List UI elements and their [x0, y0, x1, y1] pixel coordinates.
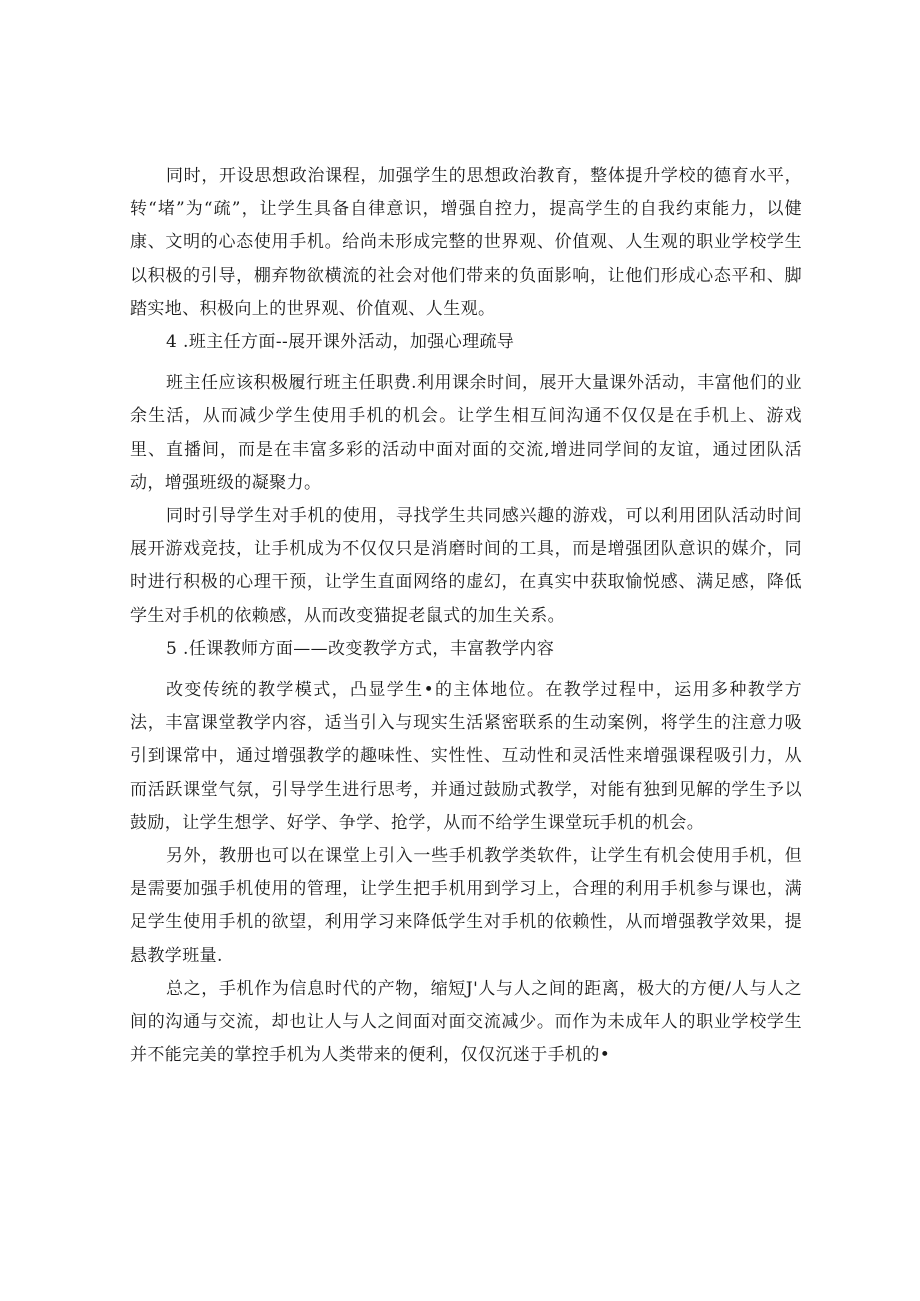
paragraph-psychological-guidance: 同时引导学生对手机的使用，寻找学生共同感兴趣的游戏，可以利用团队活动时间展开游戏竞技，让手机成为不仅仅只是消磨时间的工具，而是增强团队意识的媒介，同时进行积极的心理干预，让学生直面网络的虚幻，在真实中获取愉悦感、满足感，降低学生对手机的依赖感，从而改变猫捉老鼠式的加生关系。: [130, 506, 802, 626]
paragraph-extracurricular: 班主任应该积极履行班主任职费.利用课余时间，展开大量课外活动，丰富他们的业余生活，从而减少学生使用手机的机会。让学生相互间沟通不仅仅是在手机上、游戏里、直播间，而是在丰富多彩的活动中面对面的交流,增进同学间的友谊，通过团队活动，增强班级的凝聚力。: [130, 373, 802, 493]
section-heading-subject-teacher: 5 .任课教师方面——改变教学方式，丰富教学内容: [166, 638, 555, 659]
paragraph-conclusion: 总之，手机作为信息时代的产物，缩短J'人与人之间的距离，极大的方便/人与人之间的沟通与交流，却也让人与人之间面对面交流减少。而作为未成年人的职业学校学生并不能完美的掌控手机为人类带来的便利，仅仅沉迷于手机的•: [130, 978, 802, 1066]
paragraph-teaching-mode: 改变传统的教学模式，凸显学生•的主体地位。在教学过程中，运用多种教学方法，丰富课堂教学内容，适当引入与现实生活紧密联系的生动案例，将学生的注意力吸引到课常中，通过增强教学的趣味性、实性性、互动性和灵活性来增强课程吸引力，从而活跃课堂气氛，引导学生进行思考，并通过鼓励式教学，对能有独到见解的学生予以鼓励，让学生想学、好学、争学、抢学，从而不给学生课堂玩手机的机会。: [130, 680, 802, 833]
heading-spacer: [130, 359, 802, 367]
paragraph-moral-education: 同时，开设思想政治课程，加强学生的思想政治教育，整体提升学校的德育水平，转“堵”为“疏”，让学生具备自律意识，增强自控力，提高学生的自我约束能力，以健康、文明的心态使用手机。给尚未形成完整的世界观、价值观、人生观的职业学校学生以积极的引导，棚弃物欲横流的社会对他们带来的负面影响，让他们形成心态平和、脚踏实地、积极向上的世界观、价值观、人生观。: [130, 166, 802, 319]
heading-spacer: [130, 666, 802, 674]
section-heading-head-teacher: 4 .班主任方面--展开课外活动，加强心理疏导: [166, 332, 515, 353]
document-body: [130, 160, 802, 1072]
paragraph-teaching-software: 另外，教册也可以在课堂上引入一些手机教学类软件，让学生有机会使用手机，但是需要加强手机使用的管理，让学生把手机用到学习上，合理的利用手机参与课也，满足学生使用手机的欲望，利用学习来降低学生对手机的依赖性，从而增强教学效果，提悬教学班量.: [130, 846, 802, 966]
